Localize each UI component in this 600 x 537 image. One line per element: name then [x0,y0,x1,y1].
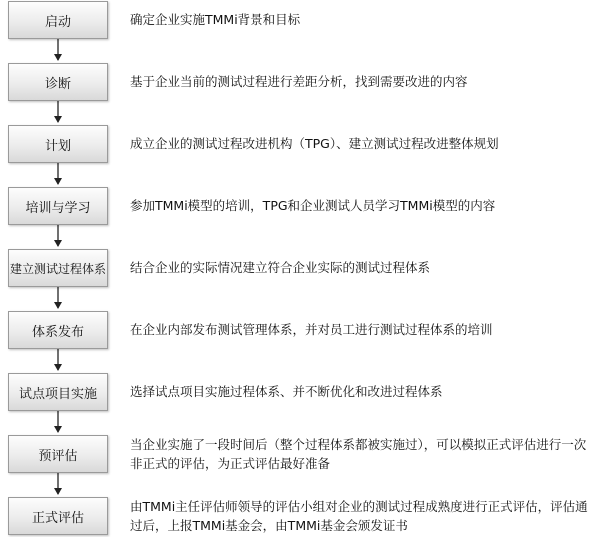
step-label-system-release: 体系发布 [31,324,84,340]
step-description-diagnosis: 基于企业当前的测试过程进行差距分析，找到需要改进的内容 [130,74,468,89]
step-box-system-release [8,311,108,349]
step-label-pre-assessment: 预评估 [38,448,78,464]
step-label-formal-assessment: 正式评估 [31,510,84,526]
step-box-pilot-project [8,373,108,411]
step-description-system-release: 在企业内部发布测试管理体系，并对员工进行测试过程体系的培训 [130,322,493,337]
step-label-start: 启动 [44,14,71,30]
step-label-training: 培训与学习 [25,200,91,216]
step-description-build-process-system: 结合企业的实际情况建立符合企业实际的测试过程体系 [130,260,431,275]
step-label-diagnosis: 诊断 [44,76,71,92]
step-description-start: 确定企业实施TMMi背景和目标 [130,12,301,27]
step-box-training [8,187,108,225]
step-box-pre-assessment [8,435,108,473]
step-box-diagnosis [8,63,108,101]
step-box-formal-assessment [8,497,108,535]
step-label-pilot-project: 试点项目实施 [18,386,97,402]
step-box-plan [8,125,108,163]
step-box-build-process-system [8,249,108,287]
step-label-plan: 计划 [44,138,71,154]
step-description-plan: 成立企业的测试过程改进机构（TPG）、建立测试过程改进整体规划 [130,136,499,151]
step-label-build-process-system: 建立测试过程体系 [9,261,106,276]
step-description-pilot-project: 选择试点项目实施过程体系、并不断优化和改进过程体系 [130,384,443,399]
step-description-formal-assessment: 由TMMi主任评估师领导的评估小组对企业的测试过程成熟度进行正式评估，评估通过后，上报TMMi基金会，由TMMi基金会颁发证书 [130,499,588,533]
step-description-training: 参加TMMi模型的培训，TPG和企业测试人员学习TMMi模型的内容 [130,198,496,213]
step-description-pre-assessment: 当企业实施了一段时间后（整个过程体系都被实施过），可以模拟正式评估进行一次非正式的评估，为正式评估最好准备 [130,437,587,471]
step-box-start [8,1,108,39]
